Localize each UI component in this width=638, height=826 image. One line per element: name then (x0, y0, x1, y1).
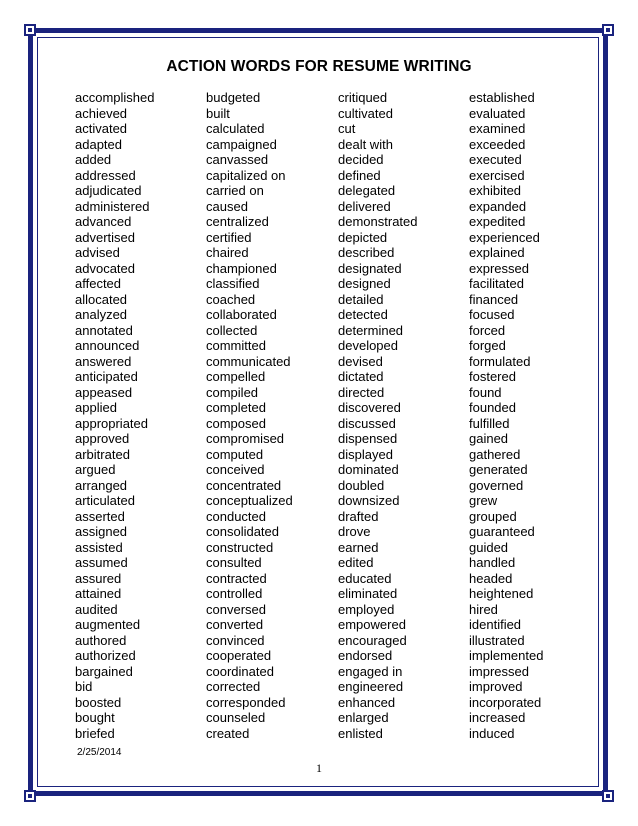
word-item: impressed (469, 663, 529, 679)
word-item: implemented (469, 648, 544, 663)
word-item: assisted (75, 539, 123, 555)
word-item: centralized (206, 214, 269, 229)
word-item: dispensed (338, 431, 398, 446)
word-item: guided (469, 539, 509, 555)
word-item: described (338, 245, 395, 260)
word-item: cut (338, 121, 356, 136)
word-item: compromised (206, 431, 285, 446)
word-item: completed (206, 400, 266, 415)
word-column-1 (75, 90, 155, 741)
word-item: assigned (75, 524, 128, 539)
word-item: empowered (338, 617, 406, 632)
word-item: designated (338, 260, 402, 276)
word-item: championed (206, 260, 277, 276)
word-item: financed (469, 291, 519, 307)
word-item: accomplished (75, 90, 155, 105)
word-item: drove (338, 524, 371, 539)
word-item: chaired (206, 245, 249, 260)
word-item: announced (75, 338, 140, 353)
word-item: capitalized on (206, 167, 286, 183)
word-item: enlisted (338, 725, 383, 741)
word-item: grew (469, 493, 498, 508)
word-item: coordinated (206, 663, 274, 679)
word-item: analyzed (75, 307, 128, 322)
word-item: designed (338, 276, 391, 291)
word-item: applied (75, 400, 117, 415)
word-item: exercised (469, 167, 525, 183)
word-item: carried on (206, 183, 264, 198)
word-item: discussed (338, 415, 396, 431)
word-item: conceived (206, 462, 265, 477)
word-item: exhibited (469, 183, 522, 198)
word-item: contracted (206, 570, 267, 586)
word-item: assumed (75, 555, 128, 570)
word-item: governed (469, 477, 524, 493)
word-item: bought (75, 710, 115, 725)
word-item: created (206, 725, 250, 741)
word-item: appeased (75, 384, 133, 400)
word-item: handled (469, 555, 516, 570)
word-item: bid (75, 679, 93, 694)
word-item: heightened (469, 586, 534, 601)
word-item: argued (75, 462, 116, 477)
word-item: compiled (206, 384, 259, 400)
word-item: convinced (206, 632, 265, 648)
word-item: audited (75, 601, 118, 617)
word-item: forced (469, 322, 506, 338)
word-item: delegated (338, 183, 396, 198)
word-item: engineered (338, 679, 404, 694)
word-item: explained (469, 245, 525, 260)
word-item: eliminated (338, 586, 398, 601)
word-item: grouped (469, 508, 517, 524)
word-item: encouraged (338, 632, 407, 648)
footer-date: 2/25/2014 (77, 747, 122, 758)
word-item: anticipated (75, 369, 138, 384)
corner-ornament-icon (602, 790, 614, 802)
word-item: concentrated (206, 477, 282, 493)
word-item: compelled (206, 369, 266, 384)
word-item: downsized (338, 493, 400, 508)
word-item: allocated (75, 291, 128, 307)
word-item: expressed (469, 260, 529, 276)
word-item: drafted (338, 508, 379, 524)
word-item: built (206, 105, 230, 121)
word-item: demonstrated (338, 214, 418, 229)
word-item: increased (469, 710, 526, 725)
word-item: consulted (206, 555, 262, 570)
word-item: hired (469, 601, 498, 617)
word-item: formulated (469, 353, 531, 369)
word-item: expedited (469, 214, 526, 229)
word-item: asserted (75, 508, 125, 524)
word-item: collaborated (206, 307, 277, 322)
word-item: educated (338, 570, 392, 586)
word-item: addressed (75, 167, 136, 183)
word-item: arbitrated (75, 446, 130, 462)
word-item: guaranteed (469, 524, 535, 539)
word-item: controlled (206, 586, 263, 601)
word-item: exceeded (469, 136, 526, 152)
word-item: achieved (75, 105, 128, 121)
word-item: classified (206, 276, 260, 291)
word-item: counseled (206, 710, 266, 725)
corner-ornament-icon (602, 24, 614, 36)
word-item: collected (206, 322, 258, 338)
word-item: founded (469, 400, 516, 415)
word-item: incorporated (469, 694, 542, 710)
word-item: gathered (469, 446, 521, 462)
word-item: advertised (75, 229, 135, 245)
word-item: enlarged (338, 710, 389, 725)
word-item: attained (75, 586, 122, 601)
word-item: affected (75, 276, 122, 291)
word-item: canvassed (206, 152, 269, 167)
corner-ornament-icon (24, 790, 36, 802)
word-item: endorsed (338, 648, 393, 663)
word-item: corresponded (206, 694, 286, 710)
word-item: discovered (338, 400, 401, 415)
word-item: boosted (75, 694, 122, 710)
word-item: examined (469, 121, 526, 136)
word-item: conceptualized (206, 493, 293, 508)
word-item: administered (75, 198, 150, 214)
word-item: annotated (75, 322, 133, 338)
word-item: arranged (75, 477, 128, 493)
word-item: experienced (469, 229, 540, 245)
word-item: expanded (469, 198, 527, 214)
word-item: critiqued (338, 90, 388, 105)
word-item: cooperated (206, 648, 272, 663)
word-item: detailed (338, 291, 384, 307)
word-item: enhanced (338, 694, 396, 710)
word-item: cultivated (338, 105, 393, 121)
word-item: approved (75, 431, 130, 446)
word-item: briefed (75, 725, 115, 741)
word-item: identified (469, 617, 522, 632)
word-item: corrected (206, 679, 261, 694)
word-column-2 (206, 90, 293, 741)
word-item: committed (206, 338, 266, 353)
word-item: depicted (338, 229, 388, 245)
word-item: executed (469, 152, 522, 167)
word-item: augmented (75, 617, 141, 632)
word-item: certified (206, 229, 252, 245)
page-number: 1 (316, 761, 322, 775)
word-item: detected (338, 307, 388, 322)
word-item: fulfilled (469, 415, 510, 431)
word-item: headed (469, 570, 513, 586)
word-item: improved (469, 679, 523, 694)
word-item: fostered (469, 369, 516, 384)
word-item: found (469, 384, 502, 400)
word-item: consolidated (206, 524, 279, 539)
word-item: appropriated (75, 415, 148, 431)
word-item: induced (469, 725, 515, 741)
word-item: earned (338, 539, 379, 555)
word-column-3 (338, 90, 418, 741)
word-item: focused (469, 307, 515, 322)
word-item: articulated (75, 493, 135, 508)
word-item: composed (206, 415, 266, 431)
word-item: generated (469, 462, 528, 477)
word-item: adapted (75, 136, 122, 152)
word-item: converted (206, 617, 264, 632)
word-item: dominated (338, 462, 399, 477)
word-item: activated (75, 121, 128, 136)
word-item: delivered (338, 198, 391, 214)
word-item: evaluated (469, 105, 526, 121)
word-item: authorized (75, 648, 136, 663)
word-item: authored (75, 632, 127, 648)
word-item: computed (206, 446, 264, 462)
word-item: assured (75, 570, 122, 586)
word-item: answered (75, 353, 132, 369)
word-item: advanced (75, 214, 132, 229)
word-item: directed (338, 384, 385, 400)
word-item: illustrated (469, 632, 525, 648)
word-item: devised (338, 353, 383, 369)
corner-ornament-icon (24, 24, 36, 36)
word-item: advocated (75, 260, 135, 276)
word-item: caused (206, 198, 248, 214)
word-column-4 (469, 90, 543, 741)
word-item: bargained (75, 663, 133, 679)
word-item: determined (338, 322, 404, 338)
word-item: facilitated (469, 276, 524, 291)
word-item: budgeted (206, 90, 261, 105)
word-item: calculated (206, 121, 265, 136)
word-item: established (469, 90, 535, 105)
word-item: coached (206, 291, 256, 307)
word-item: communicated (206, 353, 291, 369)
word-item: defined (338, 167, 381, 183)
word-item: edited (338, 555, 374, 570)
word-item: engaged in (338, 663, 403, 679)
word-item: decided (338, 152, 384, 167)
word-item: constructed (206, 539, 274, 555)
page-title: ACTION WORDS FOR RESUME WRITING (166, 58, 472, 75)
word-item: displayed (338, 446, 393, 462)
word-item: added (75, 152, 112, 167)
word-item: adjudicated (75, 183, 142, 198)
word-item: gained (469, 431, 509, 446)
word-item: advised (75, 245, 120, 260)
word-item: developed (338, 338, 398, 353)
word-item: conversed (206, 601, 266, 617)
word-item: dealt with (338, 136, 393, 152)
word-item: employed (338, 601, 395, 617)
word-item: forged (469, 338, 506, 353)
word-item: doubled (338, 477, 385, 493)
word-item: campaigned (206, 136, 277, 152)
word-item: dictated (338, 369, 384, 384)
word-item: conducted (206, 508, 266, 524)
